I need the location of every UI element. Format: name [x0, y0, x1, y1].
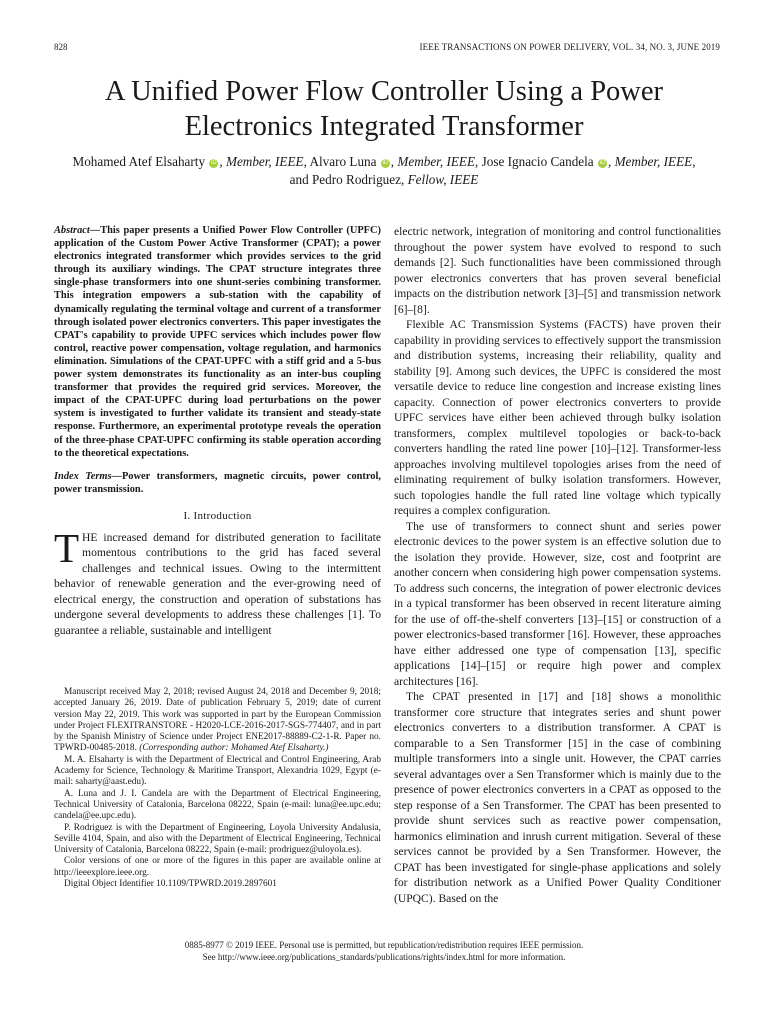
page-number: 828	[54, 42, 68, 52]
abstract-text: —This paper presents a Unified Power Flow Controller (UPFC) application of the Custom Power Active Transformer (CPAT); a power electronics integrated transformer which provides services to the grid through its auxiliary windings. The CPAT structure integrates three single-phase transformers into one shunt-series combining transformer. This integration empowers a sub-station with the capability of dynamically regulating the terminal voltage and current of a transformer through isolated power electronics converters. This paper investigates the CPAT's capability to provide UPFC services which includes power flow control, reactive power compensation, voltage regulation, and harmonics elimination. Simulations of the CPAT-UPFC with a stiff grid and a 5-bus power system demonstrates its functionality as an inter-bus coupling transformer that provides the required grid services. Moreover, the impact of the CPAT-UPFC during load perturbations on the power system is investigated to further validate its transient and steady-state response. Furthermore, an experimental prototype reveals the operation of the three-phase CPAT-UPFC confirming its stable operation according to the theoretical expectations.	[54, 225, 381, 459]
title-line-2: Electronics Integrated Transformer	[184, 111, 584, 142]
abstract-lead: Abstract	[54, 225, 90, 236]
intro-paragraph	[54, 524, 381, 639]
index-terms-text: —Power transformers, magnetic circuits, power control, power transmission.	[54, 470, 381, 495]
author-role: Member, IEEE	[614, 154, 693, 169]
body-paragraph: The use of transformers to connect shunt and series power electronic devices to the power system is an effective solution due to the isolation they provide. However, size, cost and footprint are another concern when considering high power compensation systems. To address such concerns, the integration of power electronic devices in a typical transformer has been observed in recent literature aiming for the use of off-the-shelf converters [13]–[15] or construction of a power electronics-based transformer [16]. However, these approaches have either addressed one type of compensation [13], specific applications [14]–[15] or require high power and complex architectures [16].	[394, 519, 721, 688]
body-paragraph: The CPAT presented in [17] and [18] shows a monolithic transformer core structure that integrates series and shunt power electronics converters to a distribution transformer. A CPAT is comparable to a Sen Transformer [15] in the case of combining multiple transformers into a single unit. However, the CPAT carries several advantages over a Sen Transformer which is mainly due to the presence of power electronics converters in a CPAT as opposed to the step response of a Sen Transformer. The CPAT has been presented to provide shunt services such as reactive power compensation, harmonics elimination and inrush current mitigation. Several of these services cannot be provided by a Sen Transformer. However, the CPAT has been investigated for single-phase applications and solely for distribution network as a Unified Power Quality Conditioner (UPQC). Based on the	[394, 690, 721, 905]
footnote-doi: Digital Object Identifier 10.1109/TPWRD.2019.2897601	[64, 879, 277, 890]
author-list	[40, 153, 728, 189]
author-name: Jose Ignacio Candela	[481, 154, 594, 169]
copyright-line-1: 0885-8977 © 2019 IEEE. Personal use is permitted, but republication/redistribution requires IEEE permission.	[184, 940, 584, 950]
author-role: Member, IEEE	[225, 154, 304, 169]
section-heading: I. Introduction	[183, 509, 252, 522]
left-column	[54, 224, 381, 638]
orcid-icon[interactable]: iD	[211, 160, 217, 166]
footnote-text: Manuscript received May 2, 2018; revised August 24, 2018 and December 9, 2018; accepted January 26, 2019. Date of publication February 5, 2019; date of current version May 22, 2019. This work was supported in part by the European Commission under Project FLEXITRANSTORE - H2020-LCE-2016-2017-SGS-774407, and in part by the Spanish Ministry of Science under Project ENE2017-88889-C2-1-R. Paper no. TPWRD-00485-2018.	[54, 687, 381, 754]
orcid-icon[interactable]: iD	[599, 160, 606, 166]
index-terms	[54, 470, 381, 496]
index-terms-lead: Index Terms	[54, 470, 112, 482]
author-role: Fellow, IEEE	[407, 172, 479, 187]
corresponding-author: (Corresponding author: Mohamed Atef Elsaharty.)	[139, 743, 329, 754]
author-line-2: and Pedro Rodriguez, Fellow, IEEE	[289, 172, 479, 187]
copyright-line-2: See http://www.ieee.org/publications_standards/publications/rights/index.html for more information.	[202, 951, 566, 962]
abstract	[54, 224, 381, 460]
drop-cap: T	[54, 524, 80, 571]
footnote-color: Color versions of one or more of the figures in this paper are available online at http://ieeexplore.ieee.org.	[54, 856, 381, 878]
footnote-affiliation: M. A. Elsaharty is with the Department of Electrical and Control Engineering, Arab Academy for Science, Technology & Maritime Transport, Alexandria 1029, Egypt (e-mail: saharty@aast.edu).	[54, 754, 381, 788]
author-name: and Pedro Rodriguez	[289, 172, 401, 187]
right-column	[394, 224, 721, 906]
author-line-1: Mohamed Atef Elsaharty iD , Member, IEEE, Alvaro Luna iD , Member, IEEE, Jose Ignacio Candela iD , Member, IEEE,	[72, 154, 696, 169]
title-line-1: A Unified Power Flow Controller Using a Power	[104, 76, 664, 107]
intro-text: HE increased demand for distributed generation to facilitate momentous contributions to the grid has faced several challenges and technical issues. Owing to the intermittent behavior of renewable generation and the ever-growing need of electrical energy, the construction and operation of substations has undergone several developments to address these challenges [1]. To guarantee a reliable, sustainable and intelligent	[54, 530, 381, 637]
paper-title	[40, 74, 728, 144]
author-role: Member, IEEE	[397, 154, 476, 169]
footnotes	[54, 687, 381, 890]
orcid-icon[interactable]: iD	[382, 160, 389, 166]
footnote-affiliation: A. Luna and J. I. Candela are with the Department of Electrical Engineering, Technical University of Catalonia, Barcelona 08222, Spain (e-mail: luna@ee.upc.edu; candela@ee.upc.edu).	[54, 788, 381, 822]
body-paragraph: electric network, integration of monitoring and control functionalities throughout the power system have evolved to respond to such demands [2]. Such functionalities have been commissioned through power electronics converters that has proven several beneficial impacts on the distribution network [3]–[5] and transmission network [6]–[8].	[394, 225, 721, 316]
journal-header: IEEE TRANSACTIONS ON POWER DELIVERY, VOL. 34, NO. 3, JUNE 2019	[419, 42, 720, 52]
footnote-affiliation: P. Rodriguez is with the Department of Engineering, Loyola University Andalusia, Seville 4104, Spain, and also with the Department of Electrical Engineering, Technical University of Catalonia, Barcelona 08222, Spain (e-mail: prodriguez@uloyola.es).	[54, 822, 381, 856]
copyright-notice	[40, 940, 728, 963]
body-paragraph: Flexible AC Transmission Systems (FACTS) have proven their capability in providing services to effectively support the transmission and distribution systems, increasing their reliability, quality and stability [9]. Among such devices, the UPFC is considered the most versatile device to reduce line congestion and increase existing lines capacity. Connection of power electronics converters to provide UPFC services have either been achieved through bulky isolation transformers, complex multilevel topologies or back-to-back converters handling the rated line power [10]–[12]. Transformer-less approaches involving multilevel topologies arises from the need of eliminating requirement of bulky isolation transformers. However, such topologies handle the full rated line voltage which typically requires a complex configuration.	[394, 318, 721, 517]
author-name: Mohamed Atef Elsaharty	[72, 154, 206, 169]
footnote-manuscript	[54, 687, 381, 755]
author-name: Alvaro Luna	[309, 154, 377, 169]
